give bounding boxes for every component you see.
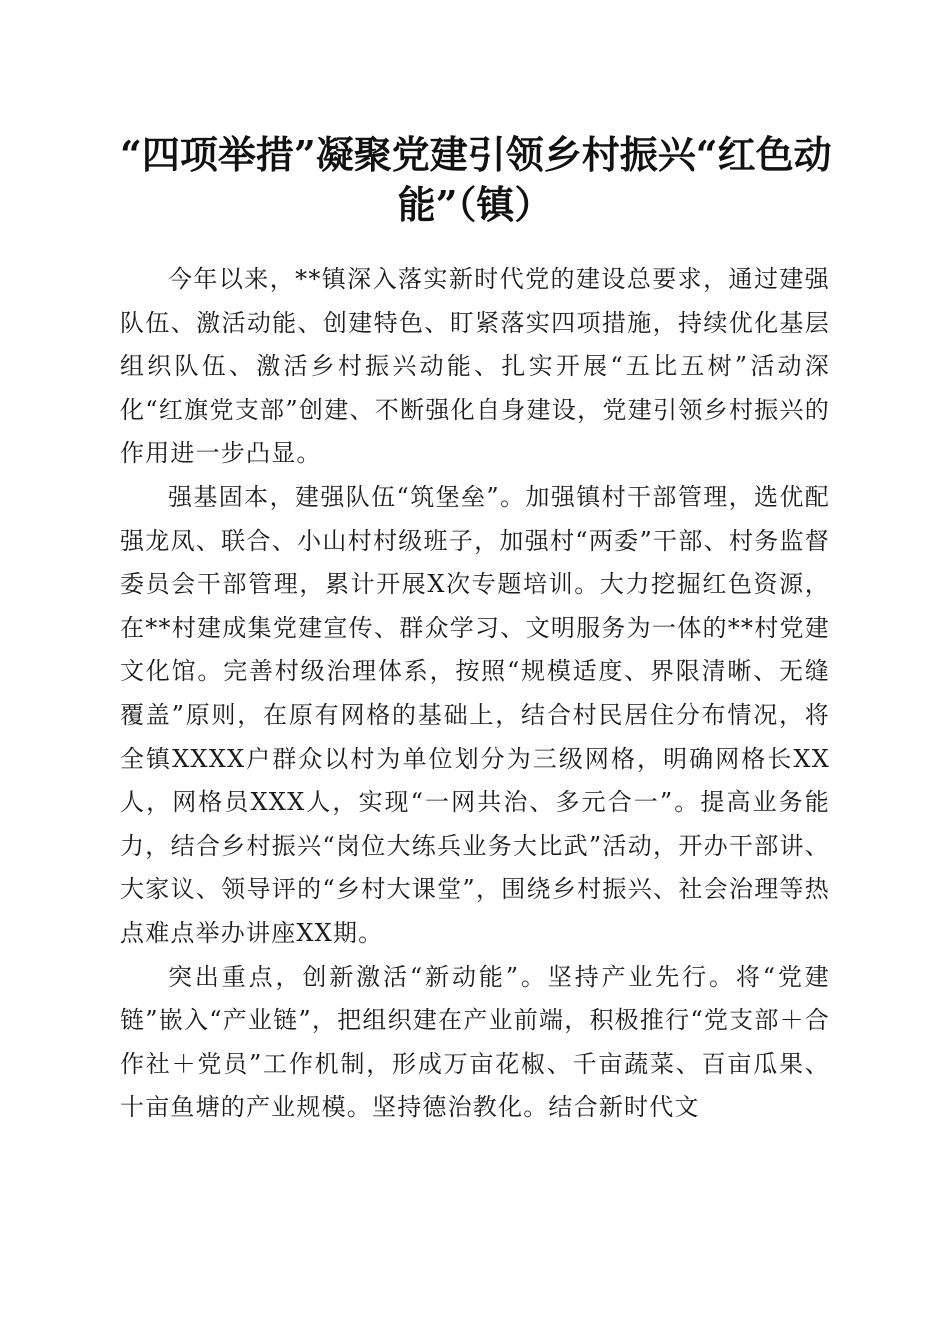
title-line-2: 能”（镇）	[397, 182, 553, 227]
document-body	[120, 258, 830, 1130]
paragraph-strengthen-team: 强基固本，建强队伍“筑堡垒”。加强镇村干部管理，选优配强龙凤、联合、小山村村级班子，加强村“两委”干部、村务监督委员会干部管理，累计开展X次专题培训。大力挖掘红色资源，在**村建成集党建宣传、群众学习、文明服务为一体的**村党建文化馆。完善村级治理体系，按照“规模适度、界限清晰、无缝覆盖”原则，在原有网格的基础上，结合村民居住分布情况，将全镇XXXX户群众以村为单位划分为三级网格，明确网格长XX人，网格员XXX人，实现“一网共治、多元合一”。提高业务能力，结合乡村振兴“岗位大练兵业务大比武”活动，开办干部讲、大家议、领导评的“乡村大课堂”，围绕乡村振兴、社会治理等热点难点举办讲座XX期。	[120, 482, 830, 947]
document-title	[120, 130, 830, 230]
paragraph-new-momentum: 突出重点，创新激活“新动能”。坚持产业先行。将“党建链”嵌入“产业链”，把组织建在产业前端，积极推行“党支部＋合作社＋党员”工作机制，形成万亩花椒、千亩蔬菜、百亩瓜果、十亩鱼塘的产业规模。坚持德治教化。结合新时代文	[120, 962, 830, 1122]
paragraph-intro: 今年以来，**镇深入落实新时代党的建设总要求，通过建强队伍、激活动能、创建特色、盯紧落实四项措施，持续优化基层组织队伍、激活乡村振兴动能、扎实开展“五比五树”活动深化“红旗党支部”创建、不断强化自身建设，党建引领乡村振兴的作用进一步凸显。	[120, 265, 830, 468]
title-line-1: “四项举措”凝聚党建引领乡村振兴“红色动	[120, 132, 832, 177]
